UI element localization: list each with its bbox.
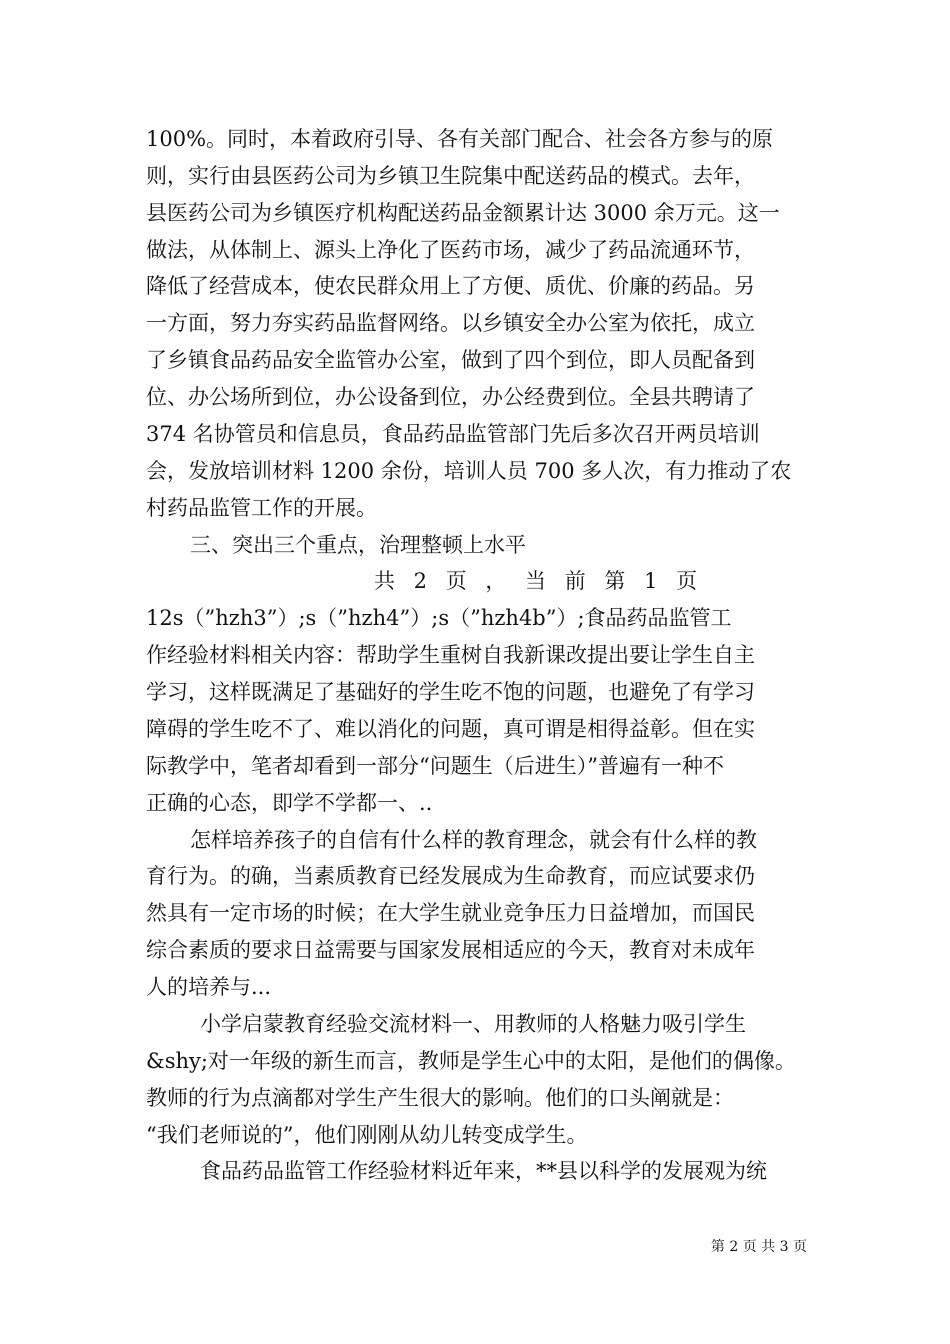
text-line: 做法，从体制上、源头上净化了医药市场，减少了药品流通环节， (146, 238, 755, 262)
text-line: 会，发放培训材料 1200 余份，培训人员 700 多人次，有力推动了农 (146, 459, 792, 483)
text-line: 一方面，努力夯实药品监督网络。以乡镇安全办公室为依托，成立 (146, 311, 755, 335)
text-line: 育行为。的确，当素质教育已经发展成为生命教育，而应试要求仍 (146, 864, 755, 888)
paragraph-start: 小学启蒙教育经验交流材料一、用教师的人格魅力吸引学生 (200, 1012, 746, 1036)
page-counter-text: 共 2 页 ， 当 前 第 1 页 (374, 569, 698, 593)
text-line: 综合素质的要求日益需要与国家发展相适应的今天，教育对未成年 (146, 938, 755, 962)
page-footer-indicator: 第 2 页 共 3 页 (710, 1239, 807, 1255)
text-line: 障碍的学生吃不了、难以消化的问题，真可谓是相得益彰。但在实 (146, 717, 755, 741)
text-line: 县医药公司为乡镇医疗机构配送药品金额累计达 3000 余万元。这一 (146, 201, 780, 225)
section-heading: 三、突出三个重点，治理整顿上水平 (190, 533, 526, 557)
text-line: 然具有一定市场的时候；在大学生就业竞争压力日益增加，而国民 (146, 901, 755, 925)
text-line: 学习，这样既满足了基础好的学生吃不饱的问题，也避免了有学习 (146, 680, 755, 704)
text-line: 村药品监管工作的开展。 (146, 496, 377, 520)
text-line: 则，实行由县医药公司为乡镇卫生院集中配送药品的模式。去年， (146, 164, 755, 188)
text-line: 人的培养与... (146, 975, 272, 999)
text-line: 374 名协管员和信息员，食品药品监管部门先后多次召开两员培训 (146, 422, 760, 446)
paragraph-start: 怎样培养孩子的自信有什么样的教育理念，就会有什么样的教 (190, 828, 757, 852)
text-line: 位、办公场所到位，办公设备到位，办公经费到位。全县共聘请了 (146, 385, 755, 409)
text-line: 了乡镇食品药品安全监管办公室，做到了四个到位，即人员配备到 (146, 348, 755, 372)
text-line: 100%。同时，本着政府引导、各有关部门配合、社会各方参与的原 (146, 127, 774, 151)
text-line: 12s（”hzh3”）;s（”hzh4”）;s（”hzh4b”）;食品药品监管工 (146, 606, 732, 630)
text-line: &shy;对一年级的新生而言，教师是学生心中的太阳，是他们的偶像。 (146, 1049, 796, 1073)
text-line: 教师的行为点滴都对学生产生很大的影响。他们的口头阐就是： (146, 1086, 734, 1110)
paragraph-start: 食品药品监管工作经验材料近年来，**县以科学的发展观为统 (200, 1159, 767, 1183)
text-line: 际教学中，笔者却看到一部分“问题生（后进生）”普遍有一种不 (146, 754, 724, 778)
text-line: 作经验材料相关内容：帮助学生重树自我新课改提出要让学生自主 (146, 643, 755, 667)
text-line: 降低了经营成本，使农民群众用上了方便、质优、价廉的药品。另 (146, 274, 755, 298)
text-line: “我们老师说的”，他们刚刚从幼儿转变成学生。 (146, 1123, 588, 1147)
text-line: 正确的心态，即学不学都一、.. (146, 791, 433, 815)
